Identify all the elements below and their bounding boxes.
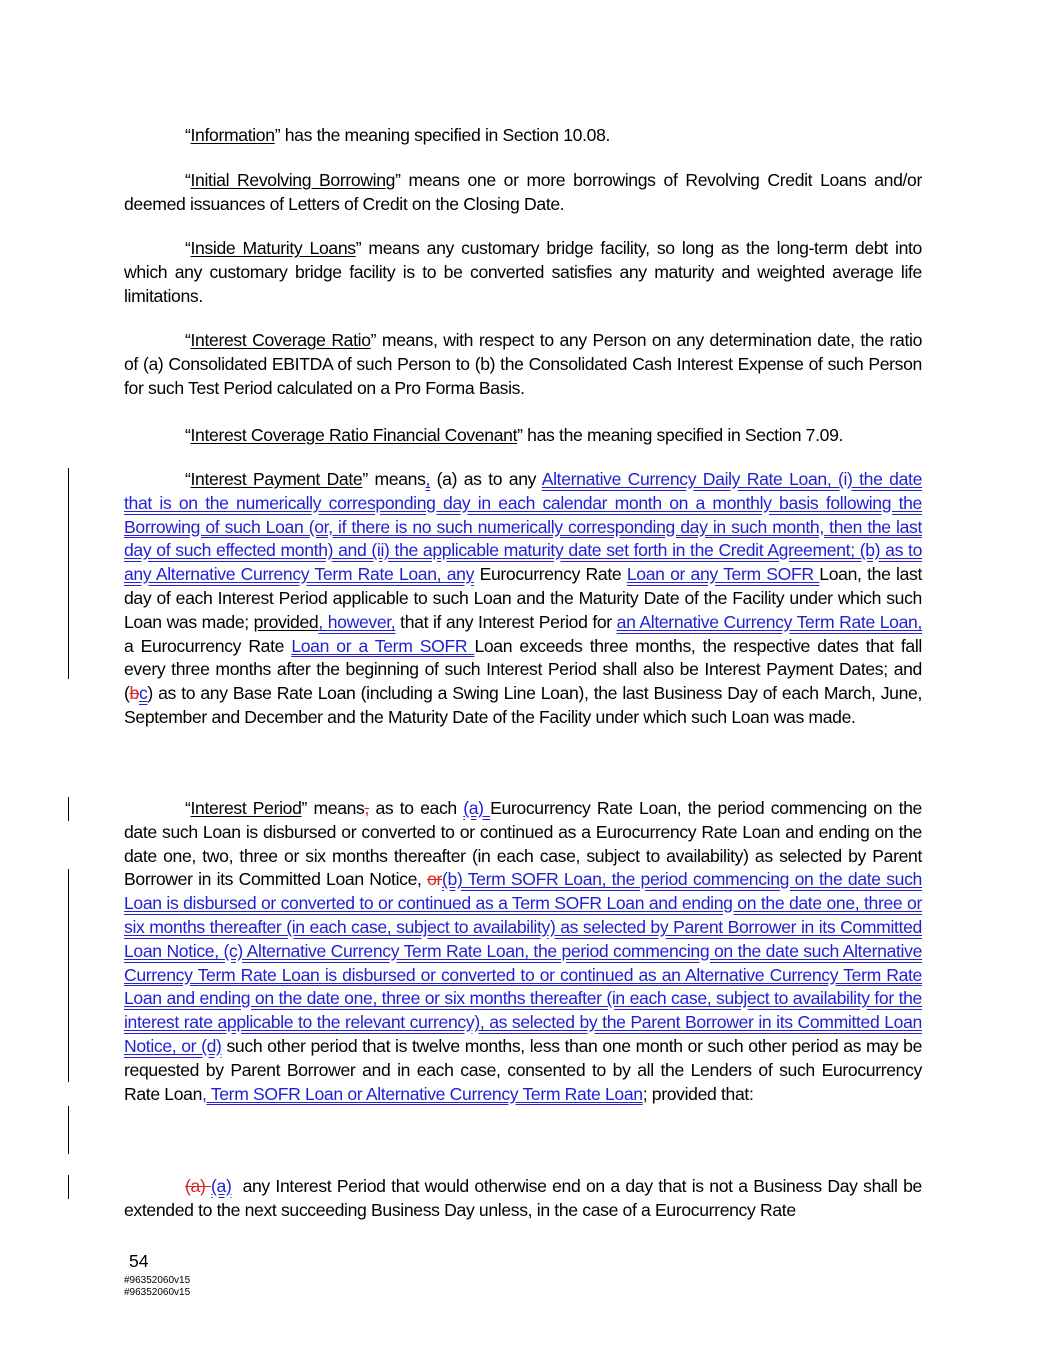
change-bar (68, 1175, 69, 1199)
deleted-text: (a) (185, 1176, 212, 1196)
change-bar (68, 468, 69, 679)
inserted-text: (a) (463, 798, 491, 818)
deleted-text: or (427, 869, 443, 890)
definition-interest-payment-date: “Interest Payment Date” means, (a) as to any Alternative Currency Daily Rate Loan, (i) the date that is on the numerically corresponding day in each calendar month on a monthly basis following the Borrowing of such Loan (or, if there is no such numerically corresponding day in such month, then the last day of such effected month) and (ii) the applicable maturity date set forth in the Credit Agreement; (b) as to any Alternative Currency Term Rate Loan, any Eurocurrency Rate Loan or any Term SOFR Loan, the last day of each Interest Period applicable to such Loan and the Maturity Date of the Facility under which such Loan was made; provided, however, that if any Interest Period for an Alternative Currency Term Rate Loan, a Eurocurrency Rate Loan or a Term SOFR Loan exceeds three months, the respective dates that fall every three months after the beginning of such Interest Period shall also be Interest Payment Dates; and (bc) as to any Base Rate Loan (including a Swing Line Loan), the last Business Day of each March, June, September and December and the Maturity Date of the Facility under which such Loan was made. (124, 469, 923, 727)
inserted-text: , Term SOFR Loan or Alternative Currency Term Rate Loan (202, 1083, 643, 1104)
inserted-text: Loan or a Term SOFR (291, 635, 475, 656)
document-id: #96352060v15 (124, 1287, 191, 1298)
defined-term: Initial Revolving Borrowing (190, 170, 396, 190)
deleted-text: b (129, 683, 139, 704)
defined-term: Interest Period (190, 798, 302, 818)
change-bar (68, 1106, 69, 1154)
deleted-text: , (364, 798, 370, 818)
change-bar (68, 797, 69, 821)
defined-term: Information (190, 125, 275, 145)
definition-inside-maturity-loans: “Inside Maturity Loans” means any customary bridge facility, so long as the long-term debt into which any customary bridge facility is to be converted satisfies any maturity and weighted average life limitations. (124, 238, 922, 306)
inserted-text: (b) Term SOFR Loan, the period commencing on the date such Loan is disbursed or converted to or continued as a Term SOFR Loan and ending on the date one, three or six months thereafter (in each case, subject to availability) as selected by Parent Borrower in its Committed Loan Notice, (c) Alternative Currency Term Rate Loan, the period commencing on the date such Alternative Currency Term Rate Loan is disbursed or converted to or continued as an Alternative Currency Term Rate Loan and ending on the date one, three or six months thereafter (in each case, subject to availability for the interest rate applicable to the relevant currency), as selected by the Parent Borrower in its Committed Loan Notice, or (d) (124, 869, 922, 1056)
inserted-text: , however, (318, 611, 396, 632)
inserted-text: Alternative Currency Daily Rate Loan, (i) the date that is on the numerically corresponding day in each calendar month on a monthly basis following the Borrowing of such Loan (or, if there is no such numerically corresponding day in such month, then the last day of such effected month) and (ii) the applicable maturity date set forth in the Credit Agreement; (b) as to any Alternative Currency Term Rate Loan, any (124, 469, 922, 585)
inserted-text: c (138, 683, 148, 704)
defined-term: Interest Coverage Ratio (190, 330, 371, 350)
inserted-text: , (425, 469, 431, 489)
document-id: #96352060v15 (124, 1275, 191, 1286)
definition-interest-period: “Interest Period” means, as to each (a) Eurocurrency Rate Loan, the period commencing on the date such Loan is disbursed or converted to or continued as a Eurocurrency Rate Loan and ending on the date one, two, three or six months thereafter (in each case, subject to availability) as selected by Parent Borrower in its Committed Loan Notice, or(b) Term SOFR Loan, the period commencing on the date such Loan is disbursed or converted to or continued as a Term SOFR Loan and ending on the date one, three or six months thereafter (in each case, subject to availability) as selected by Parent Borrower in its Committed Loan Notice, (c) Alternative Currency Term Rate Loan, the period commencing on the date such Alternative Currency Term Rate Loan is disbursed or converted to or continued as an Alternative Currency Term Rate Loan and ending on the date one, three or six months thereafter (in each case, subject to availability for the interest rate applicable to the relevant currency), as selected by the Parent Borrower in its Committed Loan Notice, or (d) such other period that is twelve months, less than one month or such other period as may be requested by Parent Borrower and in each case, consented to by all the Lenders of such Eurocurrency Rate Loan, Term SOFR Loan or Alternative Currency Term Rate Loan; provided that: (124, 798, 923, 1104)
change-bar (68, 869, 69, 1082)
inserted-text: an Alternative Currency Term Rate Loan, (616, 611, 922, 632)
inserted-text: (a) (211, 1176, 232, 1196)
definition-information: “Information” has the meaning specified in Section 10.08. (185, 125, 611, 145)
defined-term: Interest Payment Date (190, 469, 363, 489)
definition-interest-coverage-ratio: “Interest Coverage Ratio” means, with respect to any Person on any determination date, the ratio of (a) Consolidated EBITDA of such Person to (b) the Consolidated Cash Interest Expense of such Person for such Test Period calculated on a Pro Forma Basis. (124, 330, 923, 398)
defined-term: Interest Coverage Ratio Financial Covenant (190, 425, 518, 445)
defined-term: provided (253, 611, 319, 632)
defined-term: Inside Maturity Loans (190, 238, 356, 258)
page-number: 54 (129, 1251, 149, 1271)
definition-initial-revolving-borrowing: “Initial Revolving Borrowing” means one or more borrowings of Revolving Credit Loans and/or deemed issuances of Letters of Credit on the Closing Date. (124, 170, 922, 214)
interest-period-clause-a: (a) (a) any Interest Period that would otherwise end on a day that is not a Business Day shall be extended to the next succeeding Business Day unless, in the case of a Eurocurrency Rate (124, 1176, 927, 1220)
inserted-text: Loan or any Term SOFR (626, 564, 820, 585)
definition-interest-coverage-ratio-financial-covenant: “Interest Coverage Ratio Financial Covenant” has the meaning specified in Section 7.09. (185, 425, 844, 445)
